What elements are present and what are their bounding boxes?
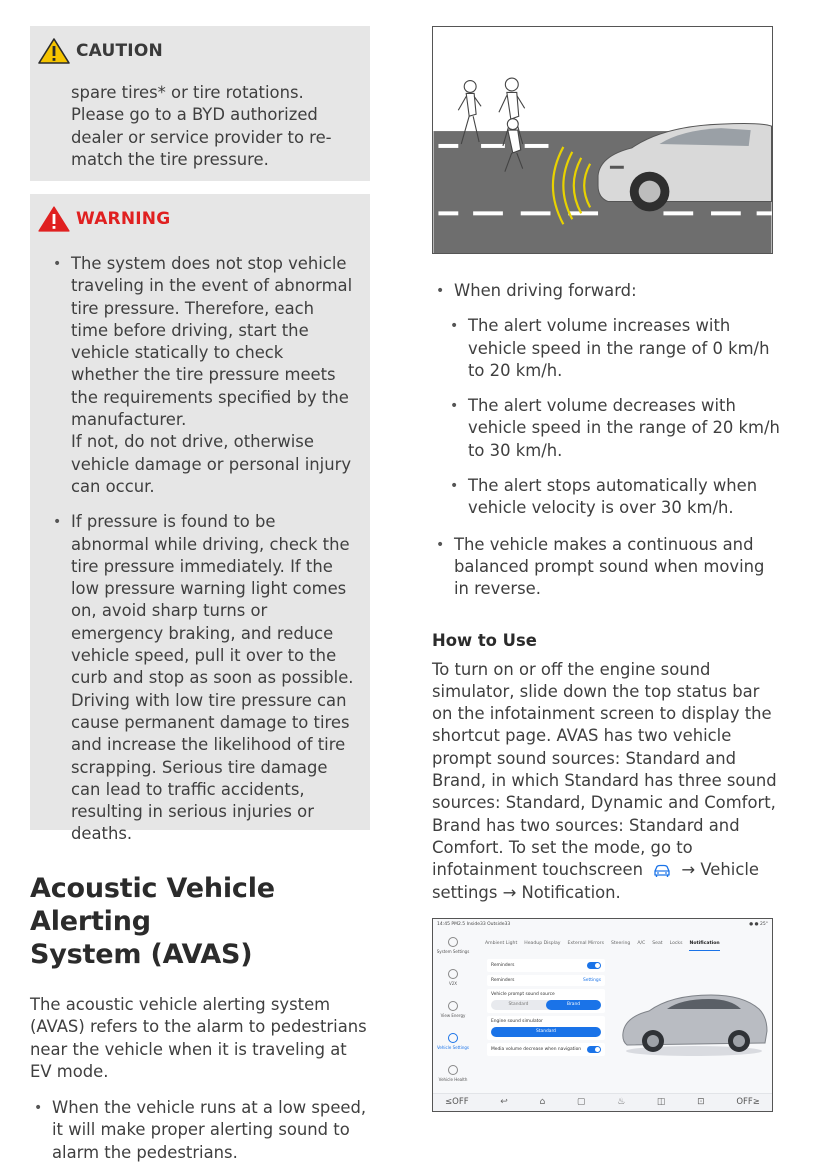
globe-icon: [448, 969, 458, 979]
segment-standard: Standard: [508, 1001, 529, 1007]
screenshot-tabs: [485, 941, 768, 951]
status-right: ● ● 25°: [749, 921, 768, 927]
bullet-dot-icon: •: [436, 536, 445, 553]
engine-sound-block: [487, 1016, 605, 1040]
tab-locks: Locks: [669, 940, 683, 946]
reminders-settings-row: [487, 975, 605, 986]
bullet-dot-icon: •: [53, 514, 62, 531]
reverse-text: The vehicle makes a continuous and balanced prompt sound when moving in reverse.: [454, 534, 765, 599]
forward-sub-1: The alert volume increases with vehicle speed in the range of 0 km/h to 20 km/h.: [468, 316, 770, 380]
bullet-dot-icon: •: [450, 478, 459, 495]
caution-box: [30, 26, 370, 181]
avas-intro: The acoustic vehicle alerting system (AVAS) refers to the alarm to pedestrians near the vehicle when it is traveling at EV mode.: [30, 995, 367, 1081]
sidebar-item-vehicle-health: [433, 1061, 473, 1093]
settings-link: Settings: [582, 977, 601, 983]
recents-icon: ▢: [576, 1097, 586, 1108]
tab-ambient-light: Ambient Light: [485, 940, 518, 946]
media-volume-row: [487, 1043, 605, 1056]
list-item: [450, 395, 782, 462]
how-to-use-text-b: → Vehicle settings → Notification.: [432, 860, 759, 902]
sidebar-label: Vehicle Health: [438, 1076, 468, 1082]
prompt-sound-segmented: [491, 1000, 601, 1010]
warning-bullet-1-text-2: If not, do not drive, otherwise vehicle damage or personal injury can occur.: [71, 432, 352, 496]
caution-title: CAUTION: [76, 41, 163, 61]
reminders-label: Reminders: [491, 962, 515, 968]
bullet-dot-icon: •: [450, 398, 459, 415]
low-speed-text: When the vehicle runs at a low speed, it will make proper alerting sound to alarm the pedestrians.: [52, 1098, 367, 1162]
warning-bullet-2-text: If pressure is found to be abnormal while driving, check the tire pressure immediately. If the low pressure warning light comes on, avoid sharp turns or emergency braking, and reduce vehicle speed, pull it over to the curb and stop as soon as possible. Driving with low tire pressure can cause permanent damage to tires and increase the likelihood of tire scrapping. Serious tire damage can lead to traffic accidents, resulting in serious injuries or deaths.: [71, 512, 354, 844]
reminders-row: [487, 959, 605, 972]
engine-sound-label: Engine sound simulator: [491, 1018, 543, 1024]
screenshot-settings-panel: [487, 959, 605, 1059]
vehicle-settings-car-icon: [652, 864, 672, 878]
hvac-icon: ♨: [617, 1097, 626, 1108]
media-icon: ◫: [656, 1097, 666, 1108]
reminders-toggle: [587, 962, 601, 969]
sidebar-label: V2X: [448, 980, 458, 986]
how-to-use-text-a: To turn on or off the engine sound simulator, slide down the top status bar on the infotainment screen to display the shortcut page. AVAS has two vehicle prompt sound sources: Standard and Brand, in which Standard has three sound sources: Standard, Dynamic and Comfort, Brand has two sources: Standard and Comfort. To set the mode, go to infotainment touchscreen: [432, 659, 777, 880]
car-mode-icon: ⊡: [697, 1097, 705, 1108]
section-title-line-1: Acoustic Vehicle Alerting: [30, 873, 275, 937]
tab-steering: Steering: [610, 940, 631, 946]
tab-seat: Seat: [652, 940, 663, 946]
sidebar-label: View Energy: [440, 1012, 466, 1018]
caution-header: [38, 38, 350, 64]
forward-sub-2: The alert volume decreases with vehicle speed in the range of 20 km/h to 30 km/h.: [468, 396, 780, 460]
list-item: [436, 280, 782, 520]
back-icon: ↩: [500, 1097, 508, 1108]
car-icon: [448, 1033, 458, 1043]
list-item: [450, 475, 782, 520]
list-item: [450, 315, 782, 382]
nav-off-left: ≤OFF: [445, 1097, 469, 1108]
list-item: [436, 534, 782, 601]
bullet-dot-icon: •: [436, 283, 445, 299]
media-volume-toggle: [587, 1046, 601, 1053]
how-to-use-text: [432, 659, 782, 904]
bullet-dot-icon: •: [450, 318, 459, 335]
warning-list: [53, 253, 354, 846]
sidebar-item-system-settings: [433, 933, 473, 965]
prompt-sound-label: Vehicle prompt sound source: [491, 991, 555, 997]
warning-triangle-icon: [38, 206, 70, 232]
prompt-sound-block: [487, 989, 605, 1013]
energy-icon: [448, 1001, 458, 1011]
gear-icon: [448, 937, 458, 947]
low-speed-list: [34, 1097, 370, 1164]
screenshot-nav-bar: [433, 1093, 772, 1111]
sidebar-item-view-energy: [433, 997, 473, 1029]
media-volume-label: Media volume decrease when navigation: [491, 1046, 582, 1052]
reminders-label-2: Reminders: [491, 977, 515, 983]
screenshot-sidebar: [433, 933, 473, 1093]
forward-label: When driving forward:: [454, 281, 637, 300]
sidebar-item-v2x: [433, 965, 473, 997]
list-item: [34, 1097, 370, 1164]
driving-list: [436, 280, 782, 601]
avas-illustration: [432, 26, 773, 254]
sidebar-label: System Settings: [436, 948, 470, 954]
how-to-use-heading: How to Use: [432, 630, 537, 650]
warning-title: WARNING: [76, 209, 171, 229]
warning-header: [38, 206, 354, 232]
caution-text: spare tires* or tire rotations. Please go to a BYD authorized dealer or service provider to re-match the tire pressure.: [71, 83, 332, 169]
section-title-line-2: System (AVAS): [30, 939, 253, 970]
section-title: [30, 872, 370, 971]
notification-settings-screenshot: [432, 918, 773, 1112]
tab-external-mirrors: External Mirrors: [567, 940, 604, 946]
bullet-dot-icon: •: [53, 256, 62, 272]
left-column: [30, 26, 370, 1164]
home-icon: ⌂: [539, 1097, 546, 1108]
caution-triangle-icon: [38, 38, 70, 64]
health-icon: [448, 1065, 458, 1075]
engine-sound-button: Standard: [491, 1027, 601, 1037]
forward-sublist: [450, 315, 782, 519]
right-column: [432, 26, 782, 1112]
sidebar-label: Vehicle Settings: [437, 1044, 469, 1050]
forward-sub-3: The alert stops automatically when vehicle velocity is over 30 km/h.: [468, 476, 758, 518]
tab-ac: A/C: [637, 940, 646, 946]
screenshot-status-bar: [433, 919, 772, 931]
warning-bullet-1-text: The system does not stop vehicle traveling in the event of abnormal tire pressure. Therefore, each time before driving, start the vehicle statically to check whether the tire pressure meets the requirements specified by the manufacturer.: [71, 254, 353, 430]
list-item: [53, 511, 354, 845]
status-left: 14:45 PM2.5 Inside33 Outside33: [437, 921, 511, 927]
list-item: [53, 253, 354, 498]
tab-notification: Notification: [689, 941, 719, 951]
segment-brand: Brand: [546, 1000, 601, 1010]
screenshot-car-image: [619, 987, 769, 1059]
warning-box: [30, 194, 370, 844]
sidebar-item-vehicle-settings: [433, 1029, 473, 1061]
bullet-dot-icon: •: [34, 1100, 43, 1117]
nav-off-right: OFF≥: [736, 1097, 760, 1108]
tab-headup-display: Headup Display: [524, 940, 561, 946]
